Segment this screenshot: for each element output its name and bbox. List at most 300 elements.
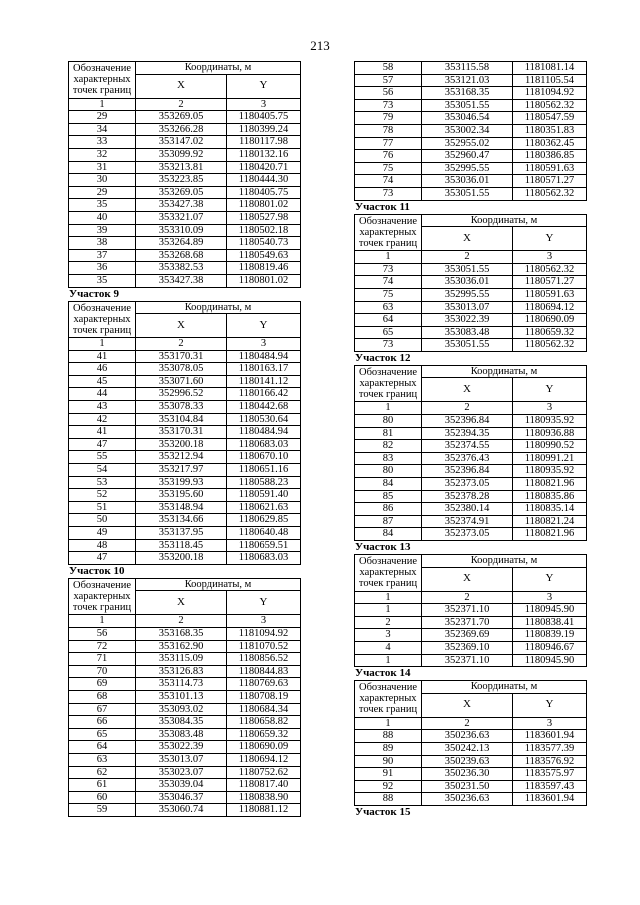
- y-coordinate-cell: 1180835.14: [513, 503, 587, 516]
- y-coordinate-cell: 1180844.83: [227, 665, 301, 678]
- x-coordinate-cell: 353022.39: [422, 314, 513, 327]
- table-row: [69, 514, 301, 527]
- point-id-cell: 1: [355, 604, 422, 617]
- point-id-cell: 61: [69, 779, 136, 792]
- index-cell: 3: [513, 717, 587, 730]
- y-coordinate-cell: 1180591.63: [513, 162, 587, 175]
- x-coordinate-cell: 353147.02: [136, 136, 227, 149]
- y-coordinate-cell: 1180659.32: [513, 326, 587, 339]
- y-coordinate-cell: 1180659.32: [227, 728, 301, 741]
- table-row: [355, 301, 587, 314]
- table-row: [69, 148, 301, 161]
- y-coordinate-cell: 1180386.85: [513, 150, 587, 163]
- point-id-cell: 85: [355, 490, 422, 503]
- table-row: [69, 539, 301, 552]
- y-coordinate-cell: 1180684.34: [227, 703, 301, 716]
- right-column: [354, 61, 586, 819]
- table-row: [355, 276, 587, 289]
- index-cell: 3: [513, 591, 587, 604]
- point-id-cell: 69: [69, 678, 136, 691]
- point-id-cell: 34: [69, 123, 136, 136]
- point-id-cell: 74: [355, 276, 422, 289]
- y-coordinate-cell: 1180990.52: [513, 440, 587, 453]
- y-coordinate-cell: 1180946.67: [513, 641, 587, 654]
- coordinates-table: [354, 214, 587, 352]
- y-coordinate-cell: 1180821.24: [513, 515, 587, 528]
- y-coordinate-cell: 1181070.52: [227, 640, 301, 653]
- y-coordinate-cell: 1180562.32: [513, 263, 587, 276]
- point-id-cell: 47: [69, 552, 136, 565]
- table-row: [69, 640, 301, 653]
- x-header: X: [422, 693, 513, 717]
- y-coordinate-cell: 1180132.16: [227, 148, 301, 161]
- table-row: [355, 124, 587, 137]
- x-coordinate-cell: 353264.89: [136, 237, 227, 250]
- table-row: [355, 74, 587, 87]
- designation-header: Обозначение характерных точек границ: [69, 62, 136, 99]
- x-coordinate-cell: 353115.09: [136, 653, 227, 666]
- index-cell: 2: [422, 402, 513, 415]
- y-coordinate-cell: 1180621.63: [227, 501, 301, 514]
- y-coordinate-cell: 1180835.86: [513, 490, 587, 503]
- point-id-cell: 84: [355, 528, 422, 541]
- table-row: [355, 793, 587, 806]
- x-header: X: [136, 314, 227, 338]
- point-id-cell: 65: [69, 728, 136, 741]
- y-coordinate-cell: 1180527.98: [227, 211, 301, 224]
- y-coordinate-cell: 1180629.85: [227, 514, 301, 527]
- x-coordinate-cell: 352394.35: [422, 427, 513, 440]
- point-id-cell: 87: [355, 515, 422, 528]
- x-coordinate-cell: 353078.33: [136, 401, 227, 414]
- x-coordinate-cell: 353071.60: [136, 375, 227, 388]
- x-coordinate-cell: 352396.84: [422, 415, 513, 428]
- y-coordinate-cell: 1180658.82: [227, 716, 301, 729]
- coordinates-header: Координаты, м: [136, 578, 301, 591]
- y-coordinate-cell: 1180881.12: [227, 804, 301, 817]
- table-row: [355, 503, 587, 516]
- point-id-cell: 44: [69, 388, 136, 401]
- point-id-cell: 80: [355, 465, 422, 478]
- point-id-cell: 31: [69, 161, 136, 174]
- table-row: [355, 339, 587, 352]
- y-coordinate-cell: 1180819.46: [227, 262, 301, 275]
- y-coordinate-cell: 1180936.88: [513, 427, 587, 440]
- y-header: Y: [227, 314, 301, 338]
- table-row: [69, 804, 301, 817]
- x-coordinate-cell: 353078.05: [136, 363, 227, 376]
- point-id-cell: 73: [355, 99, 422, 112]
- table-row: [69, 413, 301, 426]
- y-coordinate-cell: 1180420.71: [227, 161, 301, 174]
- header-row: [69, 301, 301, 314]
- y-coordinate-cell: 1180945.90: [513, 654, 587, 667]
- x-coordinate-cell: 353013.07: [136, 753, 227, 766]
- table-row: [355, 452, 587, 465]
- coordinates-table: [68, 61, 301, 288]
- x-coordinate-cell: 352371.70: [422, 616, 513, 629]
- designation-header: Обозначение характерных точек границ: [69, 301, 136, 338]
- y-coordinate-cell: 1180502.18: [227, 224, 301, 237]
- point-id-cell: 66: [69, 716, 136, 729]
- y-coordinate-cell: 1181094.92: [513, 87, 587, 100]
- table-row: [355, 654, 587, 667]
- index-cell: 2: [136, 615, 227, 628]
- table-row: [69, 350, 301, 363]
- section-title: Участок 14: [355, 667, 411, 680]
- x-coordinate-cell: 353200.18: [136, 552, 227, 565]
- header-row: [69, 578, 301, 591]
- y-coordinate-cell: 1180659.51: [227, 539, 301, 552]
- table-row: [69, 274, 301, 287]
- y-coordinate-cell: 1180856.52: [227, 653, 301, 666]
- point-id-cell: 36: [69, 262, 136, 275]
- y-coordinate-cell: 1180821.96: [513, 478, 587, 491]
- table-row: [69, 653, 301, 666]
- y-coordinate-cell: 1180640.48: [227, 527, 301, 540]
- y-coordinate-cell: 1183601.94: [513, 730, 587, 743]
- x-coordinate-cell: 353060.74: [136, 804, 227, 817]
- y-coordinate-cell: 1180141.12: [227, 375, 301, 388]
- y-header: Y: [513, 693, 587, 717]
- point-id-cell: 41: [69, 350, 136, 363]
- x-coordinate-cell: 352374.55: [422, 440, 513, 453]
- table-row: [69, 489, 301, 502]
- table-row: [69, 791, 301, 804]
- x-coordinate-cell: 353118.45: [136, 539, 227, 552]
- x-coordinate-cell: 353134.66: [136, 514, 227, 527]
- index-cell: 1: [69, 338, 136, 351]
- table-row: [355, 326, 587, 339]
- point-id-cell: 63: [69, 753, 136, 766]
- point-id-cell: 65: [355, 326, 422, 339]
- index-cell: 3: [227, 98, 301, 111]
- y-coordinate-cell: 1180817.40: [227, 779, 301, 792]
- y-coordinate-cell: 1180562.32: [513, 99, 587, 112]
- x-coordinate-cell: 353137.95: [136, 527, 227, 540]
- index-cell: 3: [227, 338, 301, 351]
- x-coordinate-cell: 353022.39: [136, 741, 227, 754]
- y-coordinate-cell: 1180540.73: [227, 237, 301, 250]
- point-id-cell: 90: [355, 755, 422, 768]
- x-coordinate-cell: 353321.07: [136, 211, 227, 224]
- x-header: X: [422, 378, 513, 402]
- table-row: [69, 728, 301, 741]
- x-coordinate-cell: 352371.10: [422, 604, 513, 617]
- table-row: [69, 464, 301, 477]
- point-id-cell: 59: [69, 804, 136, 817]
- index-row: [355, 591, 587, 604]
- y-coordinate-cell: 1180444.30: [227, 174, 301, 187]
- y-coordinate-cell: 1180651.16: [227, 464, 301, 477]
- point-id-cell: 64: [355, 314, 422, 327]
- designation-header: Обозначение характерных точек границ: [69, 578, 136, 615]
- designation-header: Обозначение характерных точек границ: [355, 365, 422, 402]
- table-row: [355, 112, 587, 125]
- point-id-cell: 68: [69, 690, 136, 703]
- x-coordinate-cell: 352371.10: [422, 654, 513, 667]
- x-coordinate-cell: 353083.48: [136, 728, 227, 741]
- x-coordinate-cell: 353269.05: [136, 186, 227, 199]
- table-row: [355, 629, 587, 642]
- point-id-cell: 35: [69, 199, 136, 212]
- x-coordinate-cell: 353051.55: [422, 263, 513, 276]
- point-id-cell: 51: [69, 501, 136, 514]
- header-row: [355, 214, 587, 227]
- table-row: [355, 604, 587, 617]
- index-row: [355, 251, 587, 264]
- point-id-cell: 39: [69, 224, 136, 237]
- point-id-cell: 48: [69, 539, 136, 552]
- point-id-cell: 72: [69, 640, 136, 653]
- y-coordinate-cell: 1180801.02: [227, 274, 301, 287]
- point-id-cell: 35: [69, 274, 136, 287]
- table-row: [355, 515, 587, 528]
- table-row: [355, 780, 587, 793]
- x-coordinate-cell: 353213.81: [136, 161, 227, 174]
- table-row: [69, 199, 301, 212]
- table-row: [69, 123, 301, 136]
- point-id-cell: 1: [355, 654, 422, 667]
- table-row: [69, 237, 301, 250]
- designation-header: Обозначение характерных точек границ: [355, 214, 422, 251]
- table-row: [69, 552, 301, 565]
- point-id-cell: 29: [69, 186, 136, 199]
- coordinates-header: Координаты, м: [422, 214, 587, 227]
- y-coordinate-cell: 1180163.17: [227, 363, 301, 376]
- y-coordinate-cell: 1180562.32: [513, 187, 587, 200]
- table-row: [355, 288, 587, 301]
- x-coordinate-cell: 350231.50: [422, 780, 513, 793]
- point-id-cell: 43: [69, 401, 136, 414]
- x-coordinate-cell: 353168.35: [136, 627, 227, 640]
- y-coordinate-cell: 1180591.40: [227, 489, 301, 502]
- table-row: [69, 753, 301, 766]
- point-id-cell: 4: [355, 641, 422, 654]
- table-row: [355, 99, 587, 112]
- point-id-cell: 82: [355, 440, 422, 453]
- designation-header: Обозначение характерных точек границ: [355, 681, 422, 718]
- section-title: Участок 12: [355, 351, 411, 364]
- point-id-cell: 37: [69, 249, 136, 262]
- y-coordinate-cell: 1180839.19: [513, 629, 587, 642]
- y-coordinate-cell: 1183601.94: [513, 793, 587, 806]
- table-row: [355, 465, 587, 478]
- point-id-cell: 86: [355, 503, 422, 516]
- point-id-cell: 50: [69, 514, 136, 527]
- index-cell: 3: [227, 615, 301, 628]
- x-coordinate-cell: 352369.69: [422, 629, 513, 642]
- coordinates-table: [354, 554, 587, 667]
- table-row: [355, 528, 587, 541]
- x-coordinate-cell: 353266.28: [136, 123, 227, 136]
- x-coordinate-cell: 353036.01: [422, 175, 513, 188]
- index-cell: 2: [422, 251, 513, 264]
- y-coordinate-cell: 1180690.09: [227, 741, 301, 754]
- page-number: 213: [310, 38, 330, 53]
- coordinates-header: Координаты, м: [422, 365, 587, 378]
- x-header: X: [136, 74, 227, 98]
- x-coordinate-cell: 353093.02: [136, 703, 227, 716]
- x-coordinate-cell: 353002.34: [422, 124, 513, 137]
- x-coordinate-cell: 350236.63: [422, 793, 513, 806]
- y-coordinate-cell: 1180442.68: [227, 401, 301, 414]
- y-coordinate-cell: 1183575.97: [513, 768, 587, 781]
- table-row: [355, 87, 587, 100]
- table-row: [69, 375, 301, 388]
- x-coordinate-cell: 353101.13: [136, 690, 227, 703]
- point-id-cell: 54: [69, 464, 136, 477]
- table-row: [355, 62, 587, 75]
- coordinates-header: Координаты, м: [136, 62, 301, 75]
- y-header: Y: [227, 591, 301, 615]
- x-coordinate-cell: 353217.97: [136, 464, 227, 477]
- coordinates-header: Координаты, м: [422, 555, 587, 568]
- index-cell: 1: [69, 98, 136, 111]
- table-row: [355, 150, 587, 163]
- point-id-cell: 45: [69, 375, 136, 388]
- x-coordinate-cell: 353268.68: [136, 249, 227, 262]
- y-coordinate-cell: 1180166.42: [227, 388, 301, 401]
- point-id-cell: 81: [355, 427, 422, 440]
- table-row: [69, 476, 301, 489]
- point-id-cell: 88: [355, 793, 422, 806]
- y-coordinate-cell: 1180935.92: [513, 415, 587, 428]
- table-row: [69, 186, 301, 199]
- y-coordinate-cell: 1180838.41: [513, 616, 587, 629]
- index-cell: 1: [355, 251, 422, 264]
- y-coordinate-cell: 1180484.94: [227, 350, 301, 363]
- x-coordinate-cell: 353427.38: [136, 199, 227, 212]
- x-coordinate-cell: 353121.03: [422, 74, 513, 87]
- section-title: Участок 9: [69, 287, 120, 300]
- point-id-cell: 47: [69, 438, 136, 451]
- table-row: [355, 742, 587, 755]
- y-coordinate-cell: 1180362.45: [513, 137, 587, 150]
- coordinates-table: [68, 578, 301, 817]
- coordinates-table: [68, 301, 301, 565]
- table-row: [355, 137, 587, 150]
- x-coordinate-cell: 353039.04: [136, 779, 227, 792]
- y-coordinate-cell: 1180694.12: [227, 753, 301, 766]
- table-row: [69, 111, 301, 124]
- point-id-cell: 60: [69, 791, 136, 804]
- point-id-cell: 29: [69, 111, 136, 124]
- point-id-cell: 32: [69, 148, 136, 161]
- x-coordinate-cell: 350239.63: [422, 755, 513, 768]
- point-id-cell: 56: [69, 627, 136, 640]
- index-row: [69, 338, 301, 351]
- y-coordinate-cell: 1180351.83: [513, 124, 587, 137]
- index-cell: 3: [513, 251, 587, 264]
- table-row: [69, 136, 301, 149]
- section-title: Участок 10: [69, 564, 125, 577]
- y-coordinate-cell: 1181105.54: [513, 74, 587, 87]
- table-row: [69, 401, 301, 414]
- index-cell: 2: [422, 717, 513, 730]
- y-coordinate-cell: 1180530.64: [227, 413, 301, 426]
- x-coordinate-cell: 353170.31: [136, 426, 227, 439]
- table-row: [355, 478, 587, 491]
- point-id-cell: 58: [355, 62, 422, 75]
- index-row: [355, 717, 587, 730]
- point-id-cell: 73: [355, 339, 422, 352]
- table-row: [69, 627, 301, 640]
- table-row: [355, 314, 587, 327]
- table-row: [355, 755, 587, 768]
- point-id-cell: 56: [355, 87, 422, 100]
- y-coordinate-cell: 1180694.12: [513, 301, 587, 314]
- x-coordinate-cell: 352373.05: [422, 478, 513, 491]
- x-coordinate-cell: 353126.83: [136, 665, 227, 678]
- point-id-cell: 83: [355, 452, 422, 465]
- point-id-cell: 46: [69, 363, 136, 376]
- x-coordinate-cell: 353168.35: [422, 87, 513, 100]
- x-coordinate-cell: 353023.07: [136, 766, 227, 779]
- index-row: [69, 615, 301, 628]
- x-coordinate-cell: 353170.31: [136, 350, 227, 363]
- point-id-cell: 75: [355, 288, 422, 301]
- table-row: [355, 730, 587, 743]
- table-row: [69, 451, 301, 464]
- y-coordinate-cell: 1181081.14: [513, 62, 587, 75]
- index-cell: 1: [355, 717, 422, 730]
- y-header: Y: [227, 74, 301, 98]
- y-coordinate-cell: 1180117.98: [227, 136, 301, 149]
- x-header: X: [422, 227, 513, 251]
- table-row: [69, 678, 301, 691]
- y-coordinate-cell: 1180683.03: [227, 438, 301, 451]
- point-id-cell: 3: [355, 629, 422, 642]
- x-header: X: [422, 567, 513, 591]
- x-coordinate-cell: 353051.55: [422, 187, 513, 200]
- x-coordinate-cell: 350236.63: [422, 730, 513, 743]
- table-row: [69, 779, 301, 792]
- point-id-cell: 77: [355, 137, 422, 150]
- x-coordinate-cell: 353195.60: [136, 489, 227, 502]
- x-coordinate-cell: 353046.37: [136, 791, 227, 804]
- y-coordinate-cell: 1180399.24: [227, 123, 301, 136]
- x-coordinate-cell: 353269.05: [136, 111, 227, 124]
- point-id-cell: 70: [69, 665, 136, 678]
- point-id-cell: 84: [355, 478, 422, 491]
- point-id-cell: 49: [69, 527, 136, 540]
- x-coordinate-cell: 353200.18: [136, 438, 227, 451]
- index-cell: 2: [136, 338, 227, 351]
- header-row: [355, 681, 587, 694]
- y-coordinate-cell: 1180821.96: [513, 528, 587, 541]
- y-coordinate-cell: 1180945.90: [513, 604, 587, 617]
- y-coordinate-cell: 1183576.92: [513, 755, 587, 768]
- point-id-cell: 40: [69, 211, 136, 224]
- point-id-cell: 91: [355, 768, 422, 781]
- table-row: [355, 415, 587, 428]
- y-coordinate-cell: 1181094.92: [227, 627, 301, 640]
- y-coordinate-cell: 1180588.23: [227, 476, 301, 489]
- y-coordinate-cell: 1180991.21: [513, 452, 587, 465]
- left-column: [68, 61, 300, 817]
- y-coordinate-cell: 1180708.19: [227, 690, 301, 703]
- x-coordinate-cell: 352995.55: [422, 162, 513, 175]
- table-row: [69, 363, 301, 376]
- x-coordinate-cell: 352996.52: [136, 388, 227, 401]
- index-row: [69, 98, 301, 111]
- table-row: [69, 224, 301, 237]
- point-id-cell: 33: [69, 136, 136, 149]
- table-row: [355, 490, 587, 503]
- index-row: [355, 402, 587, 415]
- table-row: [69, 741, 301, 754]
